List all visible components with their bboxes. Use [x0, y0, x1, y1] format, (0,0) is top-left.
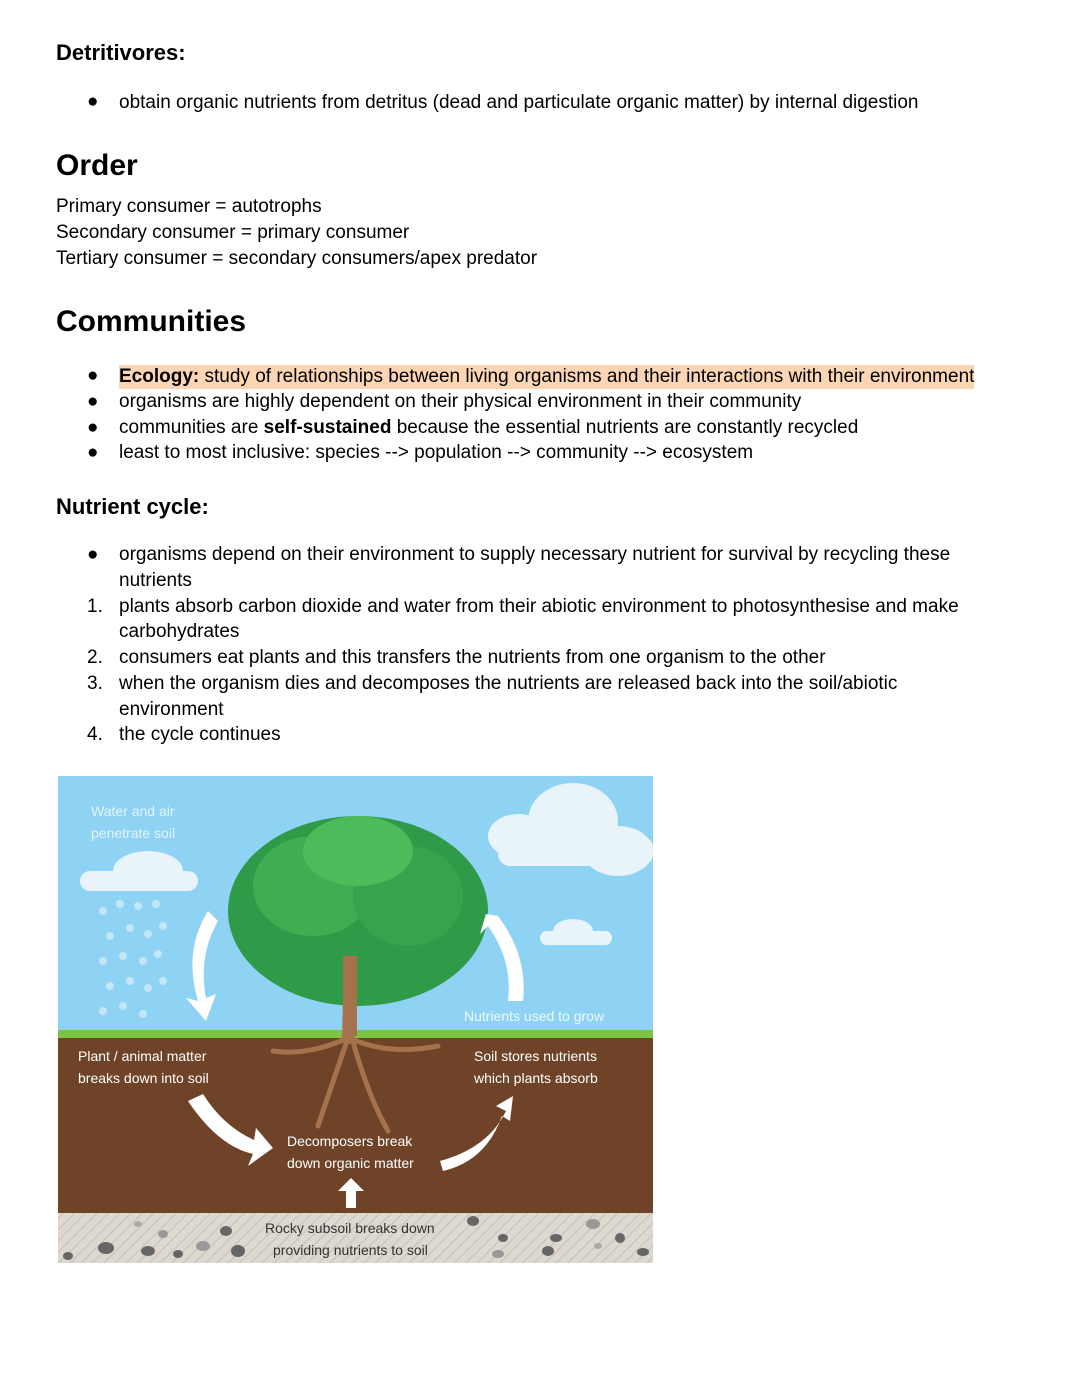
- bullet-icon: ●: [87, 442, 99, 463]
- bullet-icon: ●: [87, 91, 99, 112]
- label-decomposers: down organic matter: [287, 1155, 414, 1171]
- order-heading: Order: [56, 149, 138, 182]
- label-water-air: Water and air: [91, 803, 175, 819]
- nutrient-bullet-cont: nutrients: [119, 570, 192, 591]
- step-text: carbohydrates: [119, 621, 240, 642]
- order-line: Tertiary consumer = secondary consumers/apex predator: [56, 248, 538, 269]
- step-text: the cycle continues: [119, 724, 281, 745]
- bullet-icon: ●: [87, 365, 99, 386]
- nutrient-bullet: organisms depend on their environment to supply necessary nutrient for survival by recycling these: [119, 544, 951, 565]
- label-soil-stores: Soil stores nutrients: [474, 1048, 597, 1064]
- label-plant-animal: Plant / animal matter: [78, 1048, 207, 1064]
- step-text: consumers eat plants and this transfers the nutrients from one organism to the other: [119, 647, 826, 668]
- label-nutrients-grow: Nutrients used to grow: [464, 1008, 605, 1024]
- bullet-icon: ●: [87, 391, 99, 412]
- text: because the essential nutrients are constantly recycled: [391, 417, 859, 438]
- step-text: environment: [119, 699, 224, 720]
- detritivores-bullet: obtain organic nutrients from detritus (dead and particulate organic matter) by internal digestion: [119, 92, 919, 113]
- bullet-icon: ●: [87, 544, 99, 565]
- detritivores-heading: Detritivores:: [56, 40, 186, 65]
- step-number: 2.: [87, 647, 103, 668]
- order-line: Primary consumer = autotrophs: [56, 196, 322, 217]
- ecology-term: Ecology:: [119, 366, 200, 387]
- step-text: when the organism dies and decomposes the nutrients are released back into the soil/abiotic: [119, 673, 898, 694]
- ecology-definition: [119, 365, 974, 389]
- order-line: Secondary consumer = primary consumer: [56, 222, 410, 243]
- nutrient-cycle-diagram: [58, 776, 653, 1263]
- step-number: 1.: [87, 596, 103, 617]
- label-decomposers: Decomposers break: [287, 1133, 413, 1149]
- step-number: 3.: [87, 673, 103, 694]
- communities-bullet: [119, 417, 858, 439]
- step-text: plants absorb carbon dioxide and water from their abiotic environment to photosynthesise and make: [119, 596, 959, 617]
- label-rocky: providing nutrients to soil: [273, 1242, 428, 1258]
- step-number: 4.: [87, 724, 103, 745]
- ecology-text: study of relationships between living organisms and their interactions with their environment: [199, 366, 975, 387]
- communities-heading: Communities: [56, 305, 247, 338]
- nutrient-cycle-heading: Nutrient cycle:: [56, 494, 209, 519]
- bullet-icon: ●: [87, 417, 99, 438]
- label-rocky: Rocky subsoil breaks down: [265, 1220, 435, 1236]
- communities-bullet: organisms are highly dependent on their physical environment in their community: [119, 391, 802, 412]
- communities-bullet: least to most inclusive: species --> population --> community --> ecosystem: [119, 442, 754, 463]
- label-water-air: penetrate soil: [91, 825, 176, 841]
- label-plant-animal: breaks down into soil: [78, 1070, 209, 1086]
- text: communities are: [119, 417, 264, 438]
- label-soil-stores: which plants absorb: [474, 1070, 598, 1086]
- bold-term: self-sustained: [263, 417, 392, 438]
